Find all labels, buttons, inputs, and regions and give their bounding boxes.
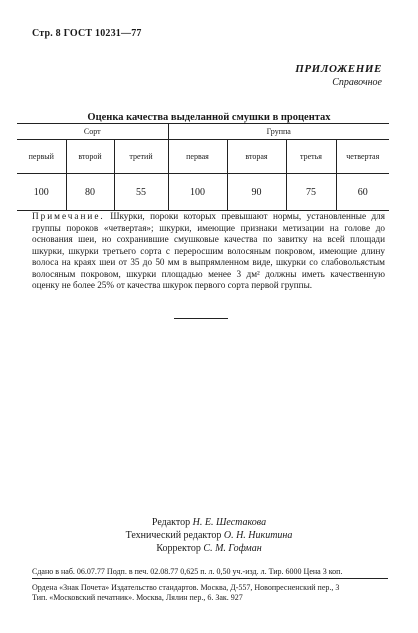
- editor-line: [0, 516, 418, 529]
- group-header-group: Группа: [168, 124, 389, 140]
- imprint-publisher: [32, 583, 388, 603]
- editor-line: [0, 542, 418, 555]
- table-cell: 75: [286, 174, 336, 211]
- table-title: Оценка качества выделанной смушки в процентах: [87, 112, 331, 123]
- editor-role: Корректор: [156, 543, 201, 554]
- appendix-title: ПРИЛОЖЕНИЕ: [295, 63, 382, 75]
- column-header: первая: [168, 140, 227, 174]
- note-lead: Примечание.: [32, 211, 105, 221]
- imprint-publisher-line: Ордена «Знак Почета» Издательство стандартов. Москва, Д-557, Новопресненский пер., 3: [32, 583, 340, 592]
- group-header-sort: Сорт: [17, 124, 168, 140]
- editor-role: Технический редактор: [125, 530, 222, 541]
- table-cell: 55: [114, 174, 168, 211]
- column-header: третий: [114, 140, 168, 174]
- column-header: вторая: [227, 140, 286, 174]
- editor-name: Н. Е. Шестакова: [192, 517, 267, 528]
- imprint-print-details: Сдано в наб. 06.07.77 Подп. в печ. 02.08.77 0,625 п. л. 0,50 уч.-изд. л. Тир. 6000 Цена 3 коп.: [32, 567, 388, 579]
- appendix-heading: [295, 63, 382, 88]
- table-cell: 80: [66, 174, 114, 211]
- note-text: Шкурки, пороки которых превышают нормы, установленные для группы пороков «четвертая»; шкурки, имеющие признаки метизации на голове до основания шеи, но сохранившие смушковые качества по завитку на всей площади шкурки, шкурки третьего сорта с переросшим волосяным покровом, имеющие длину волоса на краях шеи от 35 до 50 мм в выпрямленном виде, шкурки со слабовольястым волосяным покровом, шкурки площадью менее 3 дм² должны иметь качественную оценку не более 25% от качества шкурок первого сорта первой группы.: [32, 211, 385, 290]
- editors-block: [0, 516, 418, 555]
- page-header: Стр. 8 ГОСТ 10231—77: [32, 28, 142, 39]
- table-cell: 100: [168, 174, 227, 211]
- table-row: [17, 174, 389, 211]
- table-cell: 100: [17, 174, 66, 211]
- appendix-subtitle: Справочное: [332, 77, 382, 88]
- editor-role: Редактор: [151, 517, 191, 528]
- column-header: второй: [66, 140, 114, 174]
- imprint-block: [32, 567, 388, 603]
- quality-table: [17, 123, 389, 211]
- editor-name: О. Н. Никитина: [223, 530, 293, 541]
- divider: [174, 318, 228, 319]
- table-group-header-row: [17, 124, 389, 140]
- table-cell: 90: [227, 174, 286, 211]
- table-column-header-row: [17, 140, 389, 174]
- column-header: первый: [17, 140, 66, 174]
- editor-line: [0, 529, 418, 542]
- column-header: третья: [286, 140, 336, 174]
- note-paragraph: [32, 211, 385, 292]
- column-header: четвертая: [336, 140, 389, 174]
- editor-name: С. М. Гофман: [203, 543, 262, 554]
- table-cell: 60: [336, 174, 389, 211]
- imprint-printer-line: Тип. «Московский печатник». Москва, Лялин пер., 6. Зак. 927: [32, 593, 243, 602]
